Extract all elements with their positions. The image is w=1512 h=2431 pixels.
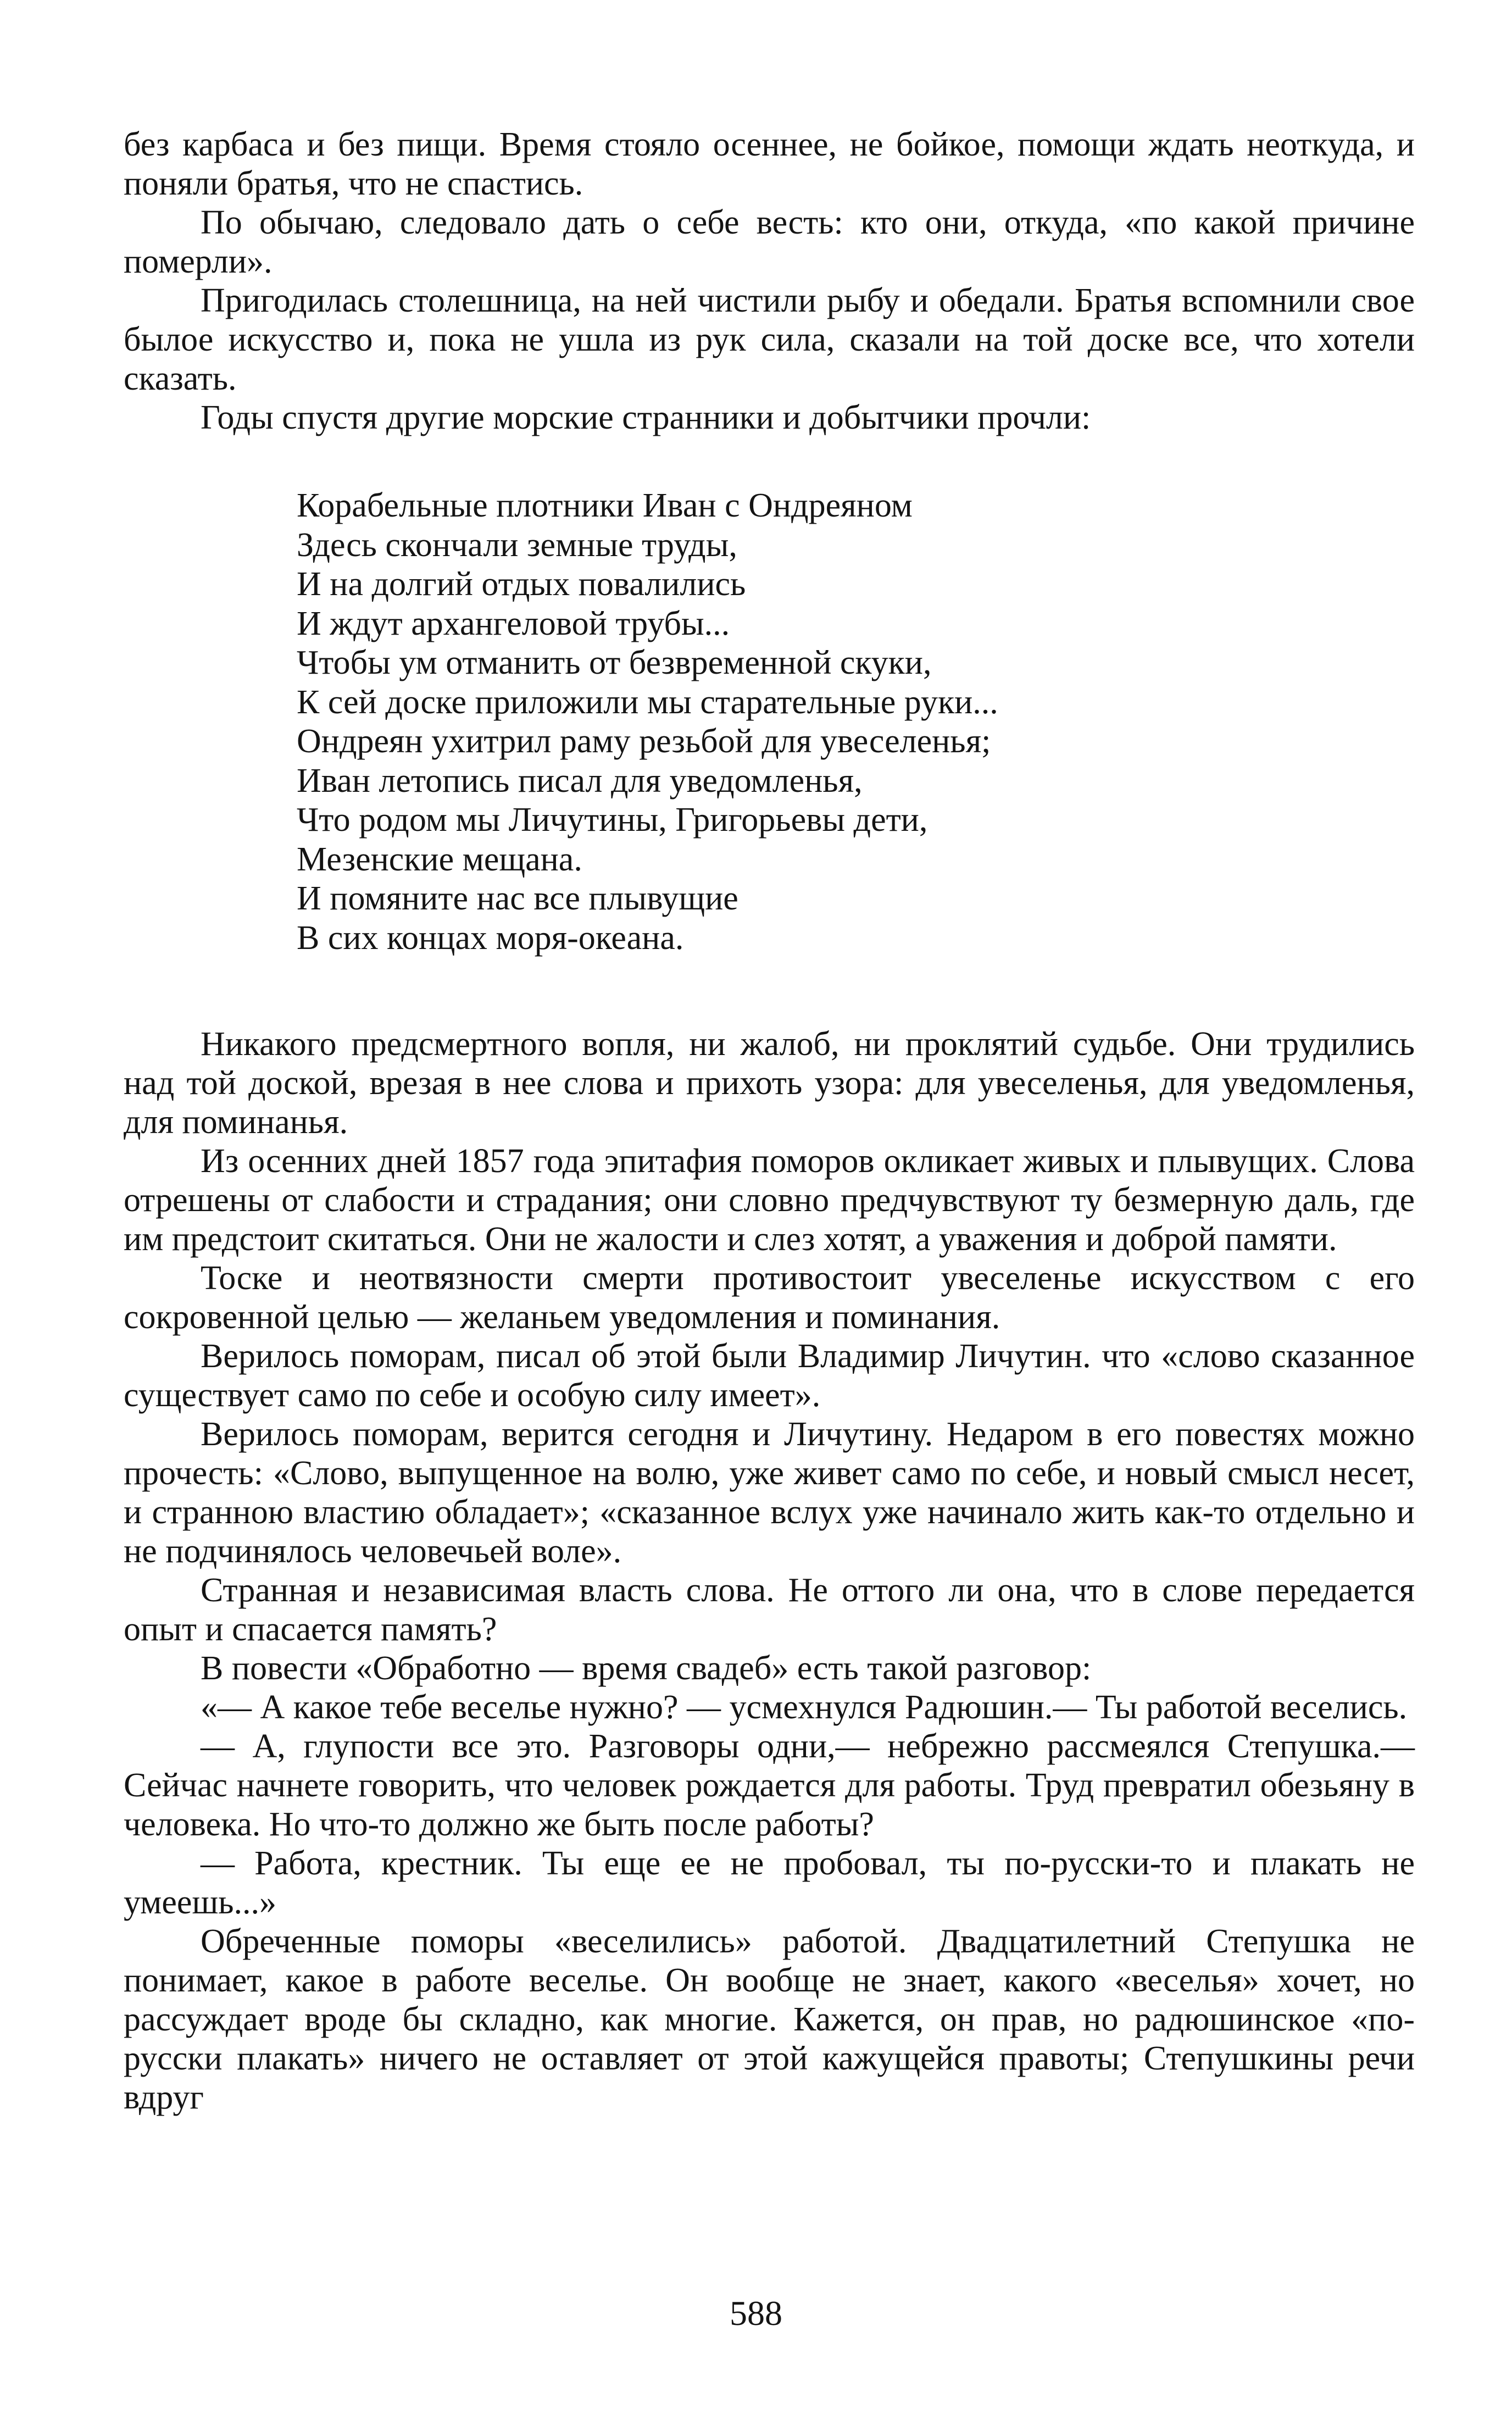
paragraph: В повести «Обработно — время свадеб» есть такой разговор: bbox=[201, 1650, 1092, 1687]
poem-line: И помяните нас все плывущие bbox=[297, 880, 738, 917]
paragraph: Тоске и неотвязности смерти противостоит увеселенье искусством с его сокровенной целью — желаньем уведомления и поминания. bbox=[124, 1259, 1415, 1336]
paragraph: Странная и независимая власть слова. Не оттого ли она, что в слове передается опыт и спасается память? bbox=[124, 1572, 1415, 1648]
poem-line: В сих концах моря-океана. bbox=[297, 919, 684, 957]
paragraph: Пригодилась столешница, на ней чистили рыбу и обедали. Братья вспомнили свое былое искусство и, пока не ушла из рук сила, сказали на той доске все, что хотели сказать. bbox=[124, 282, 1415, 397]
paragraph: Из осенних дней 1857 года эпитафия поморов окликает живых и плывущих. Слова отрешены от слабости и страдания; они словно предчувствуют ту безмерную даль, где им предстоит скитаться. Они не жалости и слез хотят, а уважения и доброй памяти. bbox=[124, 1142, 1415, 1258]
poem-line: Ондреян ухитрил раму резьбой для увеселенья; bbox=[297, 723, 991, 760]
page-number: 588 bbox=[730, 2294, 782, 2333]
bottom-text-block bbox=[124, 1025, 1415, 2117]
paragraph: Обреченные поморы «веселились» работой. Двадцатилетний Степушка не понимает, какое в работе веселье. Он вообще не знает, какого «веселья» хочет, но рассуждает вроде бы складно, как многие. Кажется, он прав, но радюшинское «по-русски плакать» ничего не оставляет от этой кажущейся правоты; Степушкины речи вдруг bbox=[124, 1923, 1415, 2116]
poem-line: К сей доске приложили мы старательные руки... bbox=[297, 683, 998, 721]
paragraph: Верилось поморам, писал об этой были Владимир Личутин. что «слово сказанное существует само по себе и особую силу имеет». bbox=[124, 1337, 1415, 1414]
poem-line: Корабельные плотники Иван с Ондреяном bbox=[297, 487, 913, 524]
epitaph-poem bbox=[297, 486, 1396, 958]
dialogue-paragraph: «— А какое тебе веселье нужно? — усмехнулся Радюшин.— Ты работой веселись. bbox=[201, 1689, 1408, 1726]
poem-line: Иван летопись писал для уведомленья, bbox=[297, 762, 863, 800]
poem-line: И на долгий отдых повалились bbox=[297, 565, 746, 603]
dialogue-paragraph: — Работа, крестник. Ты еще ее не пробовал, ты по-русски-то и плакать не умеешь...» bbox=[124, 1845, 1415, 1921]
paragraph: без карбаса и без пищи. Время стояло осеннее, не бойкое, помощи ждать неоткуда, и поняли братья, что не спастись. bbox=[124, 126, 1415, 202]
paragraph: Никакого предсмертного вопля, ни жалоб, ни проклятий судьбе. Они трудились над той доской, врезая в нее слова и прихоть узора: для увеселенья, для уведомленья, для поминанья. bbox=[124, 1025, 1415, 1141]
top-text-block bbox=[124, 125, 1415, 437]
poem-line: И ждут архангеловой трубы... bbox=[297, 604, 730, 642]
poem-line: Чтобы ум отманить от безвременной скуки, bbox=[297, 644, 932, 681]
poem-line: Что родом мы Личутины, Григорьевы дети, bbox=[297, 801, 928, 839]
paragraph: Верилось поморам, верится сегодня и Личутину. Недаром в его повестях можно прочесть: «Слово, выпущенное на волю, уже живет само по себе, и новый смысл несет, и странною властию обладает»; «сказанное вслух уже начинало жить как-то отдельно и не подчинялось человечьей воле». bbox=[124, 1416, 1415, 1570]
paragraph: Годы спустя другие морские странники и добытчики прочли: bbox=[201, 399, 1091, 436]
paragraph: По обычаю, следовало дать о себе весть: кто они, откуда, «по какой причине померли». bbox=[124, 204, 1415, 280]
dialogue-paragraph: — А, глупости все это. Разговоры одни,— небрежно рассмеялся Степушка.— Сейчас начнете говорить, что человек рождается для работы. Труд превратил обезьяну в человека. Но что-то должно же быть после работы? bbox=[124, 1728, 1415, 1843]
poem-line: Мезенские мещана. bbox=[297, 840, 582, 878]
poem-line: Здесь скончали земные труды, bbox=[297, 526, 737, 564]
